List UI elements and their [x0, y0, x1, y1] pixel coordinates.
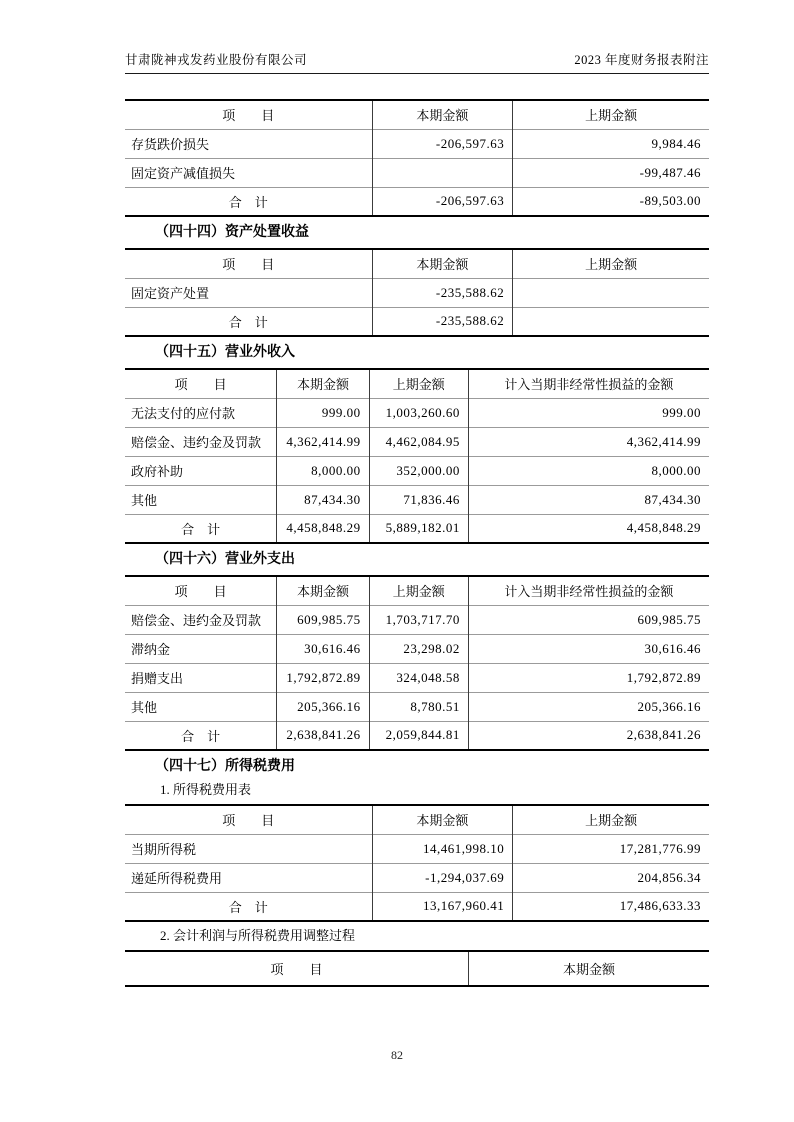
item-cell: 合 计 [228, 194, 268, 210]
prior-amount-cell: 1,003,260.60 [369, 398, 468, 427]
total-row [125, 514, 709, 543]
column-header-current-period: 本期金额 [372, 249, 513, 278]
column-header-current-period: 本期金额 [372, 805, 513, 834]
table-row [125, 634, 709, 663]
item-cell: 赔偿金、违约金及罚款 [131, 613, 262, 628]
table-header-row [125, 249, 709, 278]
nonrecurring-amount-cell: 4,458,848.29 [468, 514, 709, 543]
prior-amount-cell: 9,984.46 [513, 129, 709, 158]
column-header-item: 项 目 [222, 257, 275, 273]
table-header-row [125, 576, 709, 605]
table-row [125, 427, 709, 456]
subsection-title-adjustment-process: 2. 会计利润与所得税费用调整过程 [160, 928, 356, 943]
table-row [125, 485, 709, 514]
current-amount-cell: 8,000.00 [277, 456, 369, 485]
non-operating-expense-table [125, 575, 709, 751]
prior-amount-cell: 17,281,776.99 [513, 834, 709, 863]
current-amount-cell: 14,461,998.10 [372, 834, 513, 863]
current-amount-cell: -235,588.62 [372, 278, 513, 307]
table-row [125, 129, 709, 158]
current-amount-cell: 13,167,960.41 [372, 892, 513, 921]
asset-disposal-income-table [125, 248, 709, 337]
column-header-item: 项 目 [174, 584, 227, 600]
current-amount-cell [372, 158, 513, 187]
current-amount-cell: -1,294,037.69 [372, 863, 513, 892]
table-row [125, 834, 709, 863]
prior-amount-cell: 1,703,717.70 [369, 605, 468, 634]
item-cell: 当期所得税 [131, 842, 197, 857]
prior-amount-cell: 23,298.02 [369, 634, 468, 663]
page-number: 82 [391, 1048, 403, 1062]
item-cell: 无法支付的应付款 [131, 406, 236, 421]
table-row [125, 158, 709, 187]
column-header-prior-period: 上期金额 [513, 100, 709, 129]
current-amount-cell: 30,616.46 [277, 634, 369, 663]
prior-amount-cell: 17,486,633.33 [513, 892, 709, 921]
column-header-prior-period: 上期金额 [369, 576, 468, 605]
prior-amount-cell [513, 278, 709, 307]
item-cell: 其他 [131, 700, 158, 715]
prior-amount-cell: 324,048.58 [369, 663, 468, 692]
column-header-item: 项 目 [174, 377, 227, 393]
table-row [125, 663, 709, 692]
nonrecurring-amount-cell: 4,362,414.99 [468, 427, 709, 456]
item-cell: 固定资产处置 [131, 286, 210, 301]
table-row [125, 456, 709, 485]
column-header-prior-period: 上期金额 [513, 249, 709, 278]
column-header-current-period: 本期金额 [468, 951, 709, 986]
prior-amount-cell: 5,889,182.01 [369, 514, 468, 543]
company-name: 甘肃陇神戎发药业股份有限公司 [125, 53, 308, 67]
current-amount-cell: -235,588.62 [372, 307, 513, 336]
report-title: 2023 年度财务报表附注 [574, 53, 709, 67]
nonrecurring-amount-cell: 205,366.16 [468, 692, 709, 721]
subsection-title-income-tax-table: 1. 所得税费用表 [160, 782, 252, 797]
tax-adjustment-table [125, 950, 709, 987]
item-cell: 捐赠支出 [131, 671, 184, 686]
section-title-47: （四十七）所得税费用 [155, 759, 295, 774]
table-row [125, 398, 709, 427]
current-amount-cell: 205,366.16 [277, 692, 369, 721]
nonrecurring-amount-cell: 1,792,872.89 [468, 663, 709, 692]
column-header-current-period: 本期金额 [372, 100, 513, 129]
current-amount-cell: 1,792,872.89 [277, 663, 369, 692]
nonrecurring-amount-cell: 2,638,841.26 [468, 721, 709, 750]
document-body [125, 99, 709, 987]
item-cell: 合 计 [181, 728, 221, 744]
prior-amount-cell: -89,503.00 [513, 187, 709, 216]
non-operating-income-table [125, 368, 709, 544]
nonrecurring-amount-cell: 8,000.00 [468, 456, 709, 485]
item-cell: 合 计 [181, 521, 221, 537]
prior-amount-cell: 8,780.51 [369, 692, 468, 721]
column-header-current-period: 本期金额 [277, 576, 369, 605]
prior-amount-cell: 4,462,084.95 [369, 427, 468, 456]
item-cell: 合 计 [228, 314, 268, 330]
item-cell: 合 计 [228, 899, 268, 915]
total-row [125, 892, 709, 921]
total-row [125, 187, 709, 216]
section-title-46: （四十六）营业外支出 [155, 552, 295, 567]
table-header-row [125, 369, 709, 398]
item-cell: 存货跌价损失 [131, 137, 210, 152]
nonrecurring-amount-cell: 30,616.46 [468, 634, 709, 663]
table-header-row [125, 805, 709, 834]
current-amount-cell: 4,458,848.29 [277, 514, 369, 543]
column-header-nonrecurring: 计入当期非经常性损益的金额 [468, 576, 709, 605]
prior-amount-cell [513, 307, 709, 336]
column-header-nonrecurring: 计入当期非经常性损益的金额 [468, 369, 709, 398]
page-header [125, 50, 709, 74]
current-amount-cell: 4,362,414.99 [277, 427, 369, 456]
prior-amount-cell: 204,856.34 [513, 863, 709, 892]
asset-impairment-loss-table [125, 99, 709, 217]
column-header-prior-period: 上期金额 [513, 805, 709, 834]
nonrecurring-amount-cell: 609,985.75 [468, 605, 709, 634]
prior-amount-cell: 71,836.46 [369, 485, 468, 514]
section-title-45: （四十五）营业外收入 [155, 345, 295, 360]
prior-amount-cell: 352,000.00 [369, 456, 468, 485]
current-amount-cell: 87,434.30 [277, 485, 369, 514]
column-header-prior-period: 上期金额 [369, 369, 468, 398]
current-amount-cell: -206,597.63 [372, 187, 513, 216]
table-header-row [125, 951, 709, 986]
item-cell: 赔偿金、违约金及罚款 [131, 435, 262, 450]
current-amount-cell: 999.00 [277, 398, 369, 427]
prior-amount-cell: 2,059,844.81 [369, 721, 468, 750]
item-cell: 其他 [131, 493, 158, 508]
table-row [125, 278, 709, 307]
table-row [125, 692, 709, 721]
table-row [125, 605, 709, 634]
page-footer [0, 1048, 794, 1063]
total-row [125, 307, 709, 336]
section-title-44: （四十四）资产处置收益 [155, 225, 309, 240]
column-header-item: 项 目 [270, 962, 323, 977]
prior-amount-cell: -99,487.46 [513, 158, 709, 187]
column-header-current-period: 本期金额 [277, 369, 369, 398]
income-tax-expense-table [125, 804, 709, 922]
item-cell: 递延所得税费用 [131, 871, 223, 886]
nonrecurring-amount-cell: 87,434.30 [468, 485, 709, 514]
current-amount-cell: 2,638,841.26 [277, 721, 369, 750]
nonrecurring-amount-cell: 999.00 [468, 398, 709, 427]
item-cell: 固定资产减值损失 [131, 166, 236, 181]
item-cell: 滞纳金 [131, 642, 171, 657]
total-row [125, 721, 709, 750]
item-cell: 政府补助 [131, 464, 184, 479]
table-row [125, 863, 709, 892]
column-header-item: 项 目 [222, 108, 275, 124]
column-header-item: 项 目 [222, 813, 275, 829]
table-header-row [125, 100, 709, 129]
current-amount-cell: -206,597.63 [372, 129, 513, 158]
current-amount-cell: 609,985.75 [277, 605, 369, 634]
